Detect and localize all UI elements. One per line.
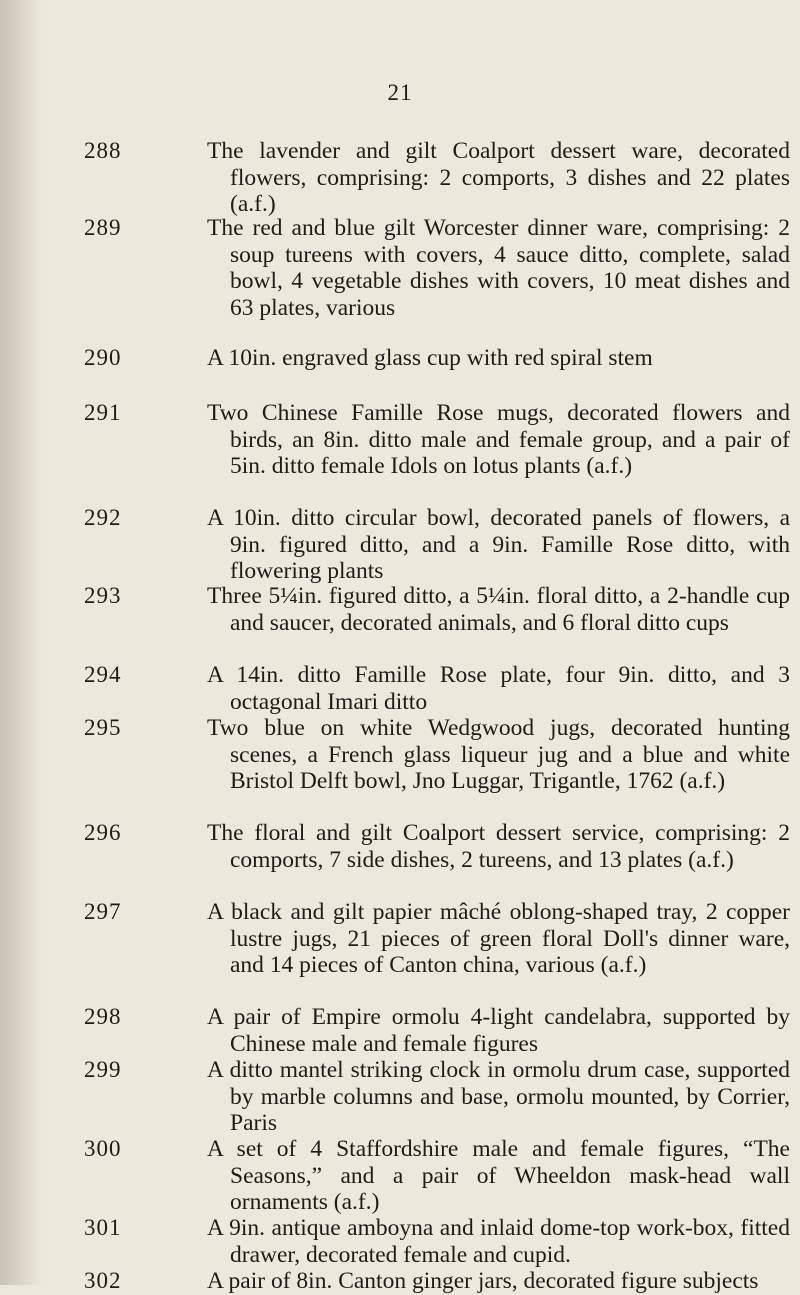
lot-description: Two Chinese Famille Rose mugs, decorated flowers and birds, an 8in. ditto male and female group, and a pair of 5in. ditto female Idols on lotus plants (a.f.): [207, 400, 790, 479]
lot-number: 294: [84, 662, 122, 687]
lot-number: 302: [84, 1268, 122, 1293]
lot-description: A 14in. ditto Famille Rose plate, four 9in. ditto, and 3 octagonal Imari ditto: [207, 662, 790, 715]
page-edge-shadow: [0, 0, 42, 1285]
lot-number: 300: [84, 1136, 122, 1161]
lot-description: A 10in. ditto circular bowl, decorated panels of flowers, a 9in. figured ditto, and a 9in. Famille Rose ditto, with flowering plants: [207, 505, 790, 584]
lot-description: A ditto mantel striking clock in ormolu drum case, supported by marble columns and base, ormolu mounted, by Corrier, Paris: [207, 1057, 790, 1136]
lot-description: Two blue on white Wedgwood jugs, decorated hunting scenes, a French glass liqueur jug and a blue and white Bristol Delft bowl, Jno Luggar, Trigantle, 1762 (a.f.): [207, 715, 790, 794]
lot-number: 291: [84, 400, 122, 425]
lot-description: A black and gilt papier mâché oblong-shaped tray, 2 copper lustre jugs, 21 pieces of green floral Doll's dinner ware, and 14 pieces of Canton china, various (a.f.): [207, 899, 790, 978]
lot-description: Three 5¼in. figured ditto, a 5¼in. floral ditto, a 2-handle cup and saucer, decorated animals, and 6 floral ditto cups: [207, 583, 790, 636]
lot-number: 301: [84, 1215, 122, 1240]
lot-description: A pair of 8in. Canton ginger jars, decorated figure subjects: [207, 1268, 759, 1294]
lot-number: 296: [84, 820, 122, 845]
lot-description: A set of 4 Staffordshire male and female figures, “The Seasons,” and a pair of Wheeldon mask-head wall ornaments (a.f.): [207, 1136, 790, 1215]
lot-number: 289: [84, 215, 122, 240]
lot-number: 293: [84, 583, 122, 608]
lot-number: 288: [84, 138, 122, 163]
lot-description: The floral and gilt Coalport dessert service, comprising: 2 comports, 7 side dishes, 2 tureens, and 13 plates (a.f.): [207, 820, 790, 873]
lot-number: 290: [84, 345, 122, 370]
lot-number: 292: [84, 505, 122, 530]
lot-number: 295: [84, 715, 122, 740]
lot-description: The lavender and gilt Coalport dessert ware, decorated flowers, comprising: 2 comports, 3 dishes and 22 plates (a.f.): [207, 138, 790, 217]
lot-description: A 10in. engraved glass cup with red spiral stem: [207, 345, 653, 371]
lot-number: 299: [84, 1057, 122, 1082]
lot-description: The red and blue gilt Worcester dinner ware, comprising: 2 soup tureens with covers, 4 sauce ditto, complete, salad bowl, 4 vegetable dishes with covers, 10 meat dishes and 63 plates, various: [207, 215, 790, 321]
lot-description: A 9in. antique amboyna and inlaid dome-top work-box, fitted drawer, decorated female and cupid.: [207, 1215, 790, 1268]
lot-description: A pair of Empire ormolu 4-light candelabra, supported by Chinese male and female figures: [207, 1004, 790, 1057]
lot-number: 298: [84, 1004, 122, 1029]
lot-number: 297: [84, 899, 122, 924]
page-number: 21: [387, 80, 413, 105]
